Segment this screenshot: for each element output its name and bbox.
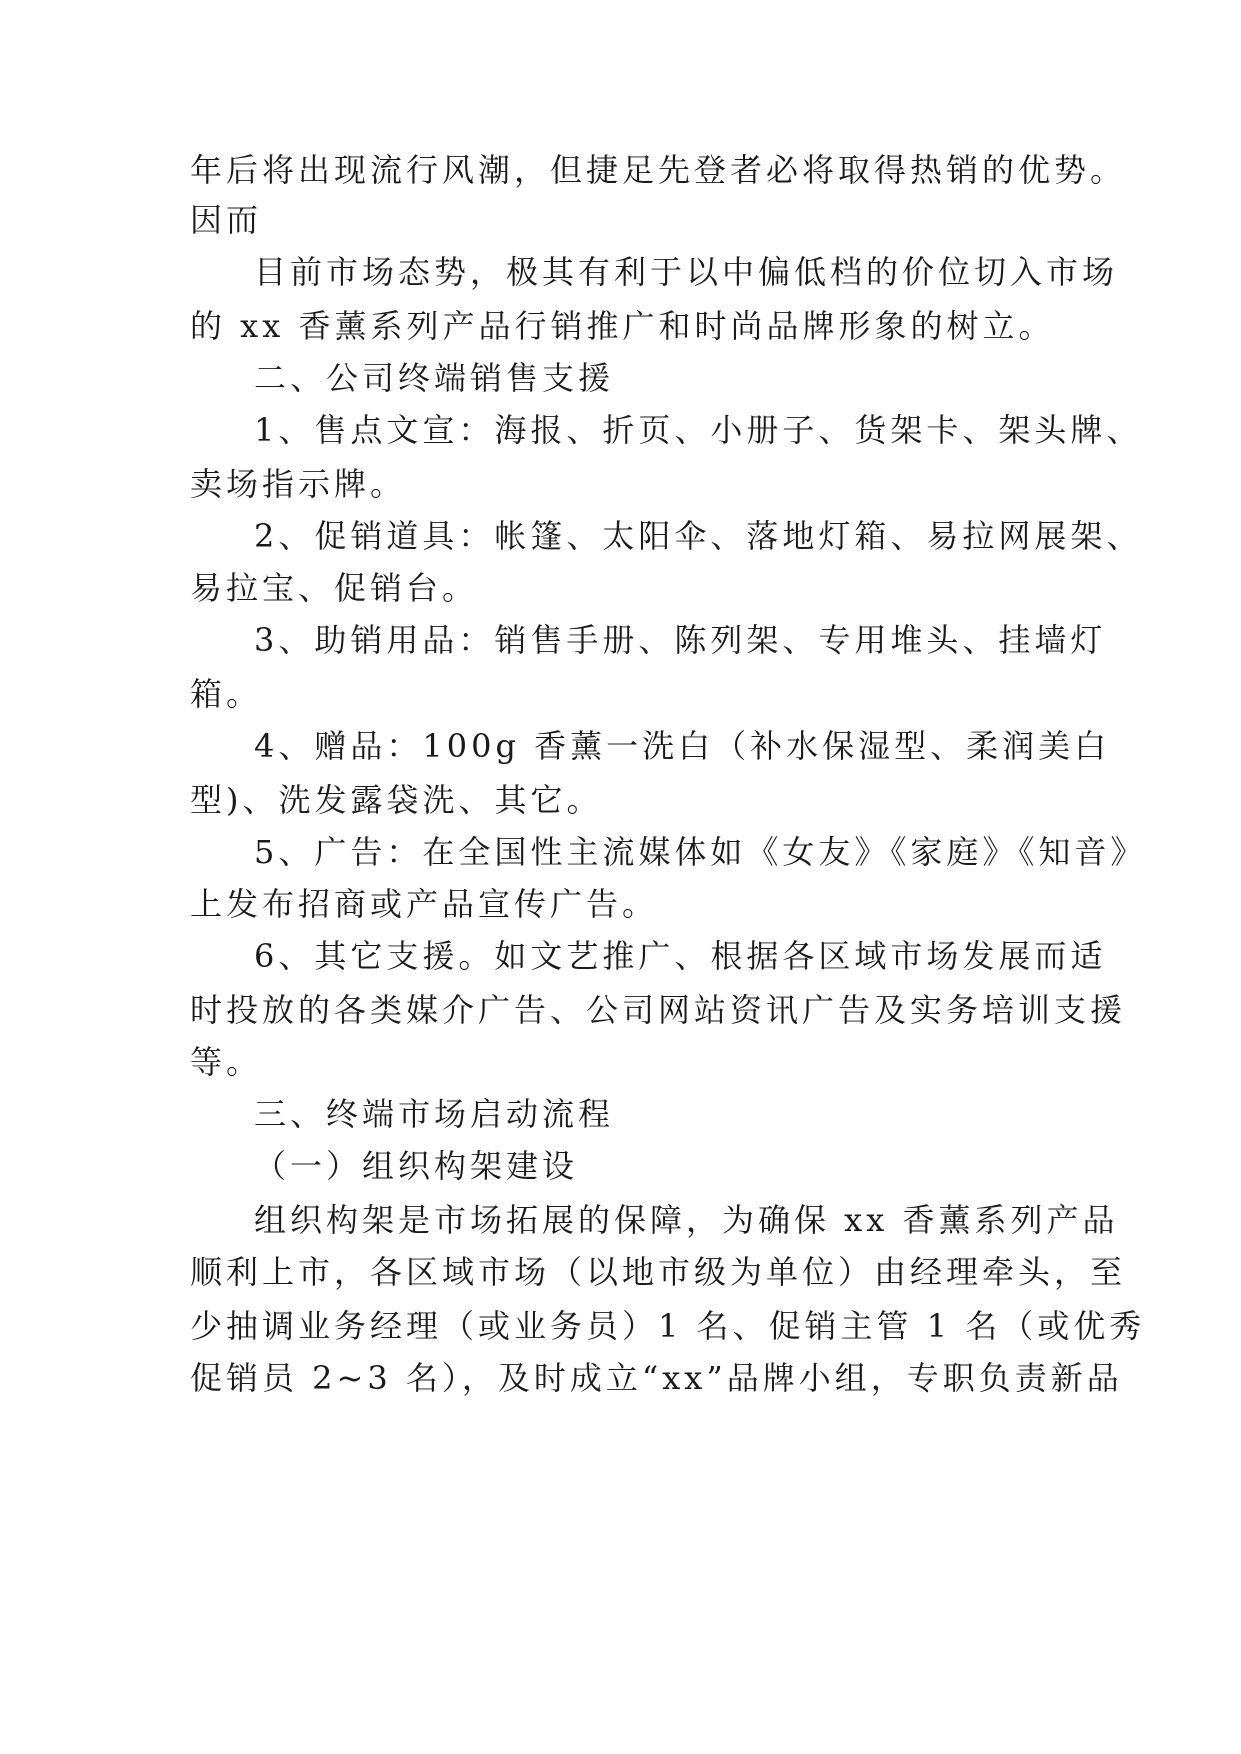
body-text-line: 的 xx 香薰系列产品行销推广和时尚品牌形象的树立。	[190, 307, 1055, 345]
body-text-line: 促销员 2~3 名），及时成立“xx”品牌小组，专职负责新品	[190, 1359, 1123, 1397]
body-text-line: 因而	[190, 201, 263, 239]
list-item-continuation: 上发布招商或产品宣传广告。	[190, 885, 659, 923]
body-text-line: 年后将出现流行风潮，但捷足先登者必将取得热销的优势。	[190, 151, 1127, 189]
list-item-continuation: 易拉宝、促销台。	[190, 569, 479, 607]
list-item-continuation: 型)、洗发露袋洗、其它。	[190, 781, 603, 819]
body-text-line: 目前市场态势，极其有利于以中偏低档的价位切入市场	[254, 253, 1119, 291]
section-heading: 三、终端市场启动流程	[254, 1095, 615, 1133]
section-heading: 二、公司终端销售支援	[254, 359, 615, 397]
list-item: 3、助销用品：销售手册、陈列架、专用堆头、挂墙灯	[254, 621, 1107, 659]
list-item-continuation: 箱。	[190, 675, 263, 713]
body-text-line: 少抽调业务经理（或业务员）1 名、促销主管 1 名（或优秀	[190, 1307, 1146, 1345]
list-item: 2、促销道具：帐篷、太阳伞、落地灯箱、易拉网展架、	[254, 517, 1143, 555]
list-item-continuation: 卖场指示牌。	[190, 465, 407, 503]
list-item-continuation: 等。	[190, 1043, 263, 1081]
list-item-continuation: 时投放的各类媒介广告、公司网站资讯广告及实务培训支援	[190, 991, 1127, 1029]
list-item: 1、售点文宣：海报、折页、小册子、货架卡、架头牌、	[254, 411, 1143, 449]
list-item: 5、广告：在全国性主流媒体如《女友》《家庭》《知音》	[254, 833, 1147, 871]
list-item: 4、赠品：100g 香薰一洗白（补水保湿型、柔润美白	[254, 727, 1111, 765]
body-text-line: 顺利上市，各区域市场（以地市级为单位）由经理牵头，至	[190, 1253, 1127, 1291]
body-text-line: 组织构架是市场拓展的保障，为确保 xx 香薰系列产品	[254, 1201, 1119, 1239]
list-item: 6、其它支援。如文艺推广、根据各区域市场发展而适	[254, 937, 1107, 975]
subsection-heading: （一）组织构架建设	[254, 1147, 579, 1185]
